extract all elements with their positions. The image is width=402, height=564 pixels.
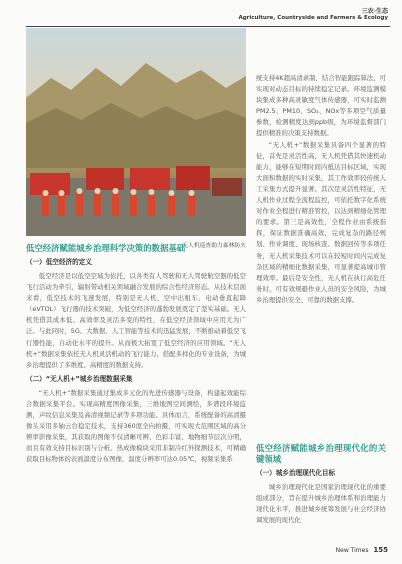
section-title-en: Agriculture, Countryside and Farmers & Ecology xyxy=(238,15,388,22)
subheading-drone-data-collection: （二）“无人机+”城乡治理数据采集 xyxy=(26,374,133,383)
paragraph-drone-collection: “无人机+”数据采集通过集成多元化的先进传感器与设备，构建起效能综合数据采集平台。实现高精度图像采集，三维地图空间测绘，多谱段环境监测，声纹信息采集及高清视频记录等多项功能。具体而言，系统配备的高清摄像头采用多轴云台稳定技术，支持360度全向拍摄，可实现大范围区域的高分辨率影像采集，其获取的图像不仅清晰可辨、色彩丰富、地物细节层次分明，而且有效支持目标识别与分析。热成像模块采用非制冷红外探测技术，可精确获取目标物体的表面温度分布图像，温度分辨率可达0.05℃，视频采集系 xyxy=(26,388,246,464)
subheading-definition: （一）低空经济的定义 xyxy=(26,258,92,266)
fire-truck-icon xyxy=(212,178,242,196)
paragraph-features: “无人机+”数据采集具备四个显著的特征，首先是灵活性高，无人机凭借其快速机动能力，能够在短期时间内抵达目标区域，实现大面积数据的实时采集，其工作效率较传统人工采集方式提升显著。其次是灵活性特征，无人机作业过程全流程监控，可依托数字化系统对作业全程进行精准管控，以达到精细化管理的要求。第三是高效性，全程作业由系统指挥，保证数据准确高效，完成复杂的路径规划、作业调度、现场核查、数据回传等多项任务，无人机采集技术可以在较短时间内完成复杂区域的精细化数据采集，可显著提高城市管理效率。最后是安全性，无人机在执行高危任务时，可有效规避作业人员的安全风险，为城乡治理提供安全、可靠的数据支撑。 xyxy=(256,140,386,304)
paragraph-definition: 低空经济是以低空空域为依托，以各类有人驾驶和无人驾驶航空器的低空飞行活动为牵引，辐射带动相关领域融合发展的综合性经济形态。从技术层面来看，低空技术的飞速发展，特别是无人机、空中出租车、电动垂直起降（eVTOL）飞行器的技术突破，为低空经济的蓬勃发展奠定了坚实基础。无人机凭借其成本低、高效率及灵活多变的特性，在低空经济领域中应用尤为广泛。与此同时，5G、大数据、人工智能等技术的迅猛发展，不断推动着低空飞行器性能、自动化水平的提升。从而极大拓宽了低空经济的应用领域。“无人机+”数据采集依托无人机灵活机动的飞行能力，搭配多样化的专业设备，为城乡治理提供了多维度、高精度的数据支持。 xyxy=(26,272,246,369)
right-column-bottom xyxy=(256,443,386,526)
left-column xyxy=(26,243,246,466)
page-header xyxy=(238,8,388,22)
fire-truck-icon xyxy=(130,168,170,190)
subheading-modernization-goal: （一）城乡治理现代化目标 xyxy=(256,469,336,477)
photo-illustration xyxy=(26,28,246,236)
fire-truck-icon xyxy=(86,168,124,190)
section-heading-key-areas: 低空经济赋能城乡治理现代化的关键领域 xyxy=(256,443,386,464)
page-number: 155 xyxy=(373,546,388,554)
photo-caption: 无人机巡查助力森林防火 xyxy=(182,243,246,249)
paragraph-modernization: 城乡治理现代化是国家治理现代化的重要组成部分，旨在提升城乡治理体系和治理能力现代化水平，推进城乡统筹发展与社会经济协调发展的现代化 xyxy=(256,483,386,525)
right-column xyxy=(256,73,386,306)
section-heading-data-foundation: 低空经济赋能城乡治理科学决策的数据基础 xyxy=(26,243,186,253)
firefighter-crew-icon xyxy=(42,194,195,216)
firefighters-drone-photo xyxy=(26,28,246,236)
page-footer xyxy=(336,546,388,554)
magazine-brand: New Times xyxy=(335,547,369,554)
section-title-cn: 三农·生态 xyxy=(361,8,388,15)
header-divider xyxy=(26,26,390,27)
paragraph-continued: 统支持4K超高清录制，结合智能跟踪算法，可实现对动态目标的持续稳定记录。环境监测模块集成多种高灵敏度气体传感器，可实时监测PM2.5、PM10、SO₂、NOx等多项空气质量参数，检测精度达到ppb级，为环境监督部门提供精准的决策支持数据。 xyxy=(256,74,386,138)
fire-truck-icon xyxy=(176,166,210,190)
